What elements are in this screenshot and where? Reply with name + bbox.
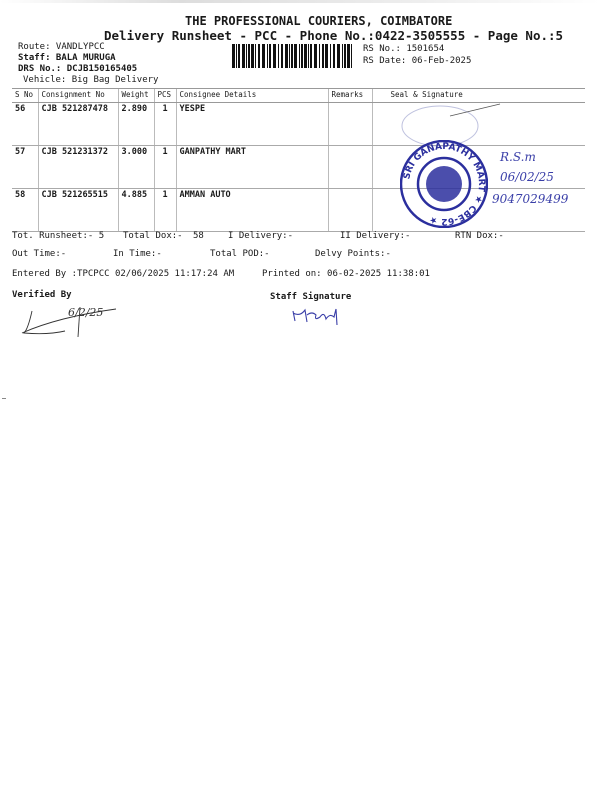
staff-signature-label: Staff Signature bbox=[270, 292, 352, 302]
col-seal-signature: Seal & Signature bbox=[372, 89, 585, 103]
i-delivery: I Delivery:- bbox=[228, 231, 294, 241]
company-stamp bbox=[400, 140, 488, 228]
row-sno: 58 bbox=[12, 189, 38, 232]
barcode-bar bbox=[269, 44, 271, 68]
scan-edge bbox=[0, 0, 600, 3]
barcode-bar bbox=[294, 44, 297, 68]
barcode-bar bbox=[337, 44, 340, 68]
entered-by: Entered By :TPCPCC 02/06/2025 11:17:24 AM bbox=[12, 269, 235, 279]
row-consignment: CJB 521265515 bbox=[38, 189, 118, 232]
col-pcs: PCS bbox=[154, 89, 176, 103]
verified-date: 6/2/25 bbox=[68, 306, 104, 319]
route-label: Route: VANDLYPCC bbox=[18, 42, 105, 52]
barcode-bar bbox=[333, 44, 335, 68]
col-remarks: Remarks bbox=[328, 89, 372, 103]
row-remarks bbox=[328, 146, 372, 189]
delvy-points: Delvy Points:- bbox=[315, 249, 391, 259]
col-consignee: Consignee Details bbox=[176, 89, 328, 103]
barcode-bar bbox=[273, 44, 276, 68]
table-header-row bbox=[12, 89, 585, 103]
col-weight: Weight bbox=[118, 89, 154, 103]
total-dox-value: 58 bbox=[193, 231, 204, 241]
receiver-phone: 9047029499 bbox=[492, 192, 569, 206]
barcode-bar bbox=[344, 44, 346, 68]
staff-signature bbox=[290, 305, 345, 327]
barcode-bar bbox=[262, 44, 265, 68]
barcode-bar bbox=[289, 44, 290, 68]
barcode-bar bbox=[319, 44, 320, 68]
out-time: Out Time:- bbox=[12, 249, 67, 259]
rs-date: RS Date: 06-Feb-2025 bbox=[363, 56, 472, 66]
col-consignment: Consignment No bbox=[38, 89, 118, 103]
barcode-bar bbox=[267, 44, 268, 68]
in-time: In Time:- bbox=[113, 249, 162, 259]
rtn-dox: RTN Dox:- bbox=[455, 231, 504, 241]
row-consignment: CJB 521231372 bbox=[38, 146, 118, 189]
printed-on: Printed on: 06-02-2025 11:38:01 bbox=[262, 269, 430, 279]
barcode-bar bbox=[325, 44, 328, 68]
staff-label: Staff: BALA MURUGA bbox=[18, 53, 116, 63]
barcode-bar bbox=[251, 44, 254, 68]
stamp-text: SRI GANAPATHY MART ★ CBE-62 ★ bbox=[402, 141, 487, 227]
row-sno: 56 bbox=[12, 103, 38, 146]
barcode-bar bbox=[347, 44, 350, 68]
barcode-bar bbox=[291, 44, 293, 68]
row-consignment: CJB 521287478 bbox=[38, 103, 118, 146]
scan-mark bbox=[2, 398, 6, 399]
col-sno: S No bbox=[12, 89, 38, 103]
barcode-bar bbox=[342, 44, 343, 68]
row-weight: 3.000 bbox=[118, 146, 154, 189]
barcode-bar bbox=[322, 44, 324, 68]
tot-runsheet: Tot. Runsheet:- 5 bbox=[12, 231, 105, 241]
drs-number: DRS No.: DCJB150165405 bbox=[18, 64, 138, 74]
verified-by-label: Verified By bbox=[12, 290, 72, 300]
barcode-bar bbox=[278, 44, 279, 68]
row-pcs: 1 bbox=[154, 103, 176, 146]
runsheet-subtitle: Delivery Runsheet - PCC - Phone No.:0422-3505555 - Page No.:5 bbox=[104, 28, 564, 43]
barcode-bar bbox=[314, 44, 317, 68]
barcode-bar bbox=[351, 44, 352, 68]
row-sno: 57 bbox=[12, 146, 38, 189]
barcode-bar bbox=[246, 44, 247, 68]
barcode-bar bbox=[255, 44, 256, 68]
barcode-bar bbox=[281, 44, 283, 68]
barcode-bar bbox=[310, 44, 312, 68]
barcode-bar bbox=[236, 44, 237, 68]
barcode-bar bbox=[258, 44, 260, 68]
barcode-bar bbox=[308, 44, 309, 68]
ii-delivery: II Delivery:- bbox=[340, 231, 411, 241]
row-weight: 2.890 bbox=[118, 103, 154, 146]
row-pcs: 1 bbox=[154, 189, 176, 232]
total-pod: Total POD:- bbox=[210, 249, 270, 259]
row-remarks bbox=[328, 189, 372, 232]
barcode-bar bbox=[285, 44, 288, 68]
rs-number: RS No.: 1501654 bbox=[363, 44, 445, 54]
vehicle-label: Vehicle: Big Bag Delivery bbox=[23, 75, 159, 85]
row-consignee: GANPATHY MART bbox=[176, 146, 328, 189]
row-consignee: YESPE bbox=[176, 103, 328, 146]
total-dox-label: Total Dox:- bbox=[123, 231, 183, 241]
row-consignee: AMMAN AUTO bbox=[176, 189, 328, 232]
barcode-bar bbox=[238, 44, 240, 68]
company-title: THE PROFESSIONAL COURIERS, COIMBATORE bbox=[185, 14, 453, 28]
barcode-bar bbox=[304, 44, 307, 68]
row-remarks bbox=[328, 103, 372, 146]
barcode-bar bbox=[232, 44, 235, 68]
barcode-bar bbox=[248, 44, 250, 68]
barcode-bar bbox=[301, 44, 303, 68]
barcode-bar bbox=[242, 44, 245, 68]
row-weight: 4.885 bbox=[118, 189, 154, 232]
receiver-date: 06/02/25 bbox=[500, 170, 554, 184]
barcode-bar bbox=[299, 44, 300, 68]
barcode-bar bbox=[330, 44, 331, 68]
row-pcs: 1 bbox=[154, 146, 176, 189]
receiver-name: R.S.m bbox=[500, 150, 536, 164]
barcode bbox=[232, 44, 356, 68]
